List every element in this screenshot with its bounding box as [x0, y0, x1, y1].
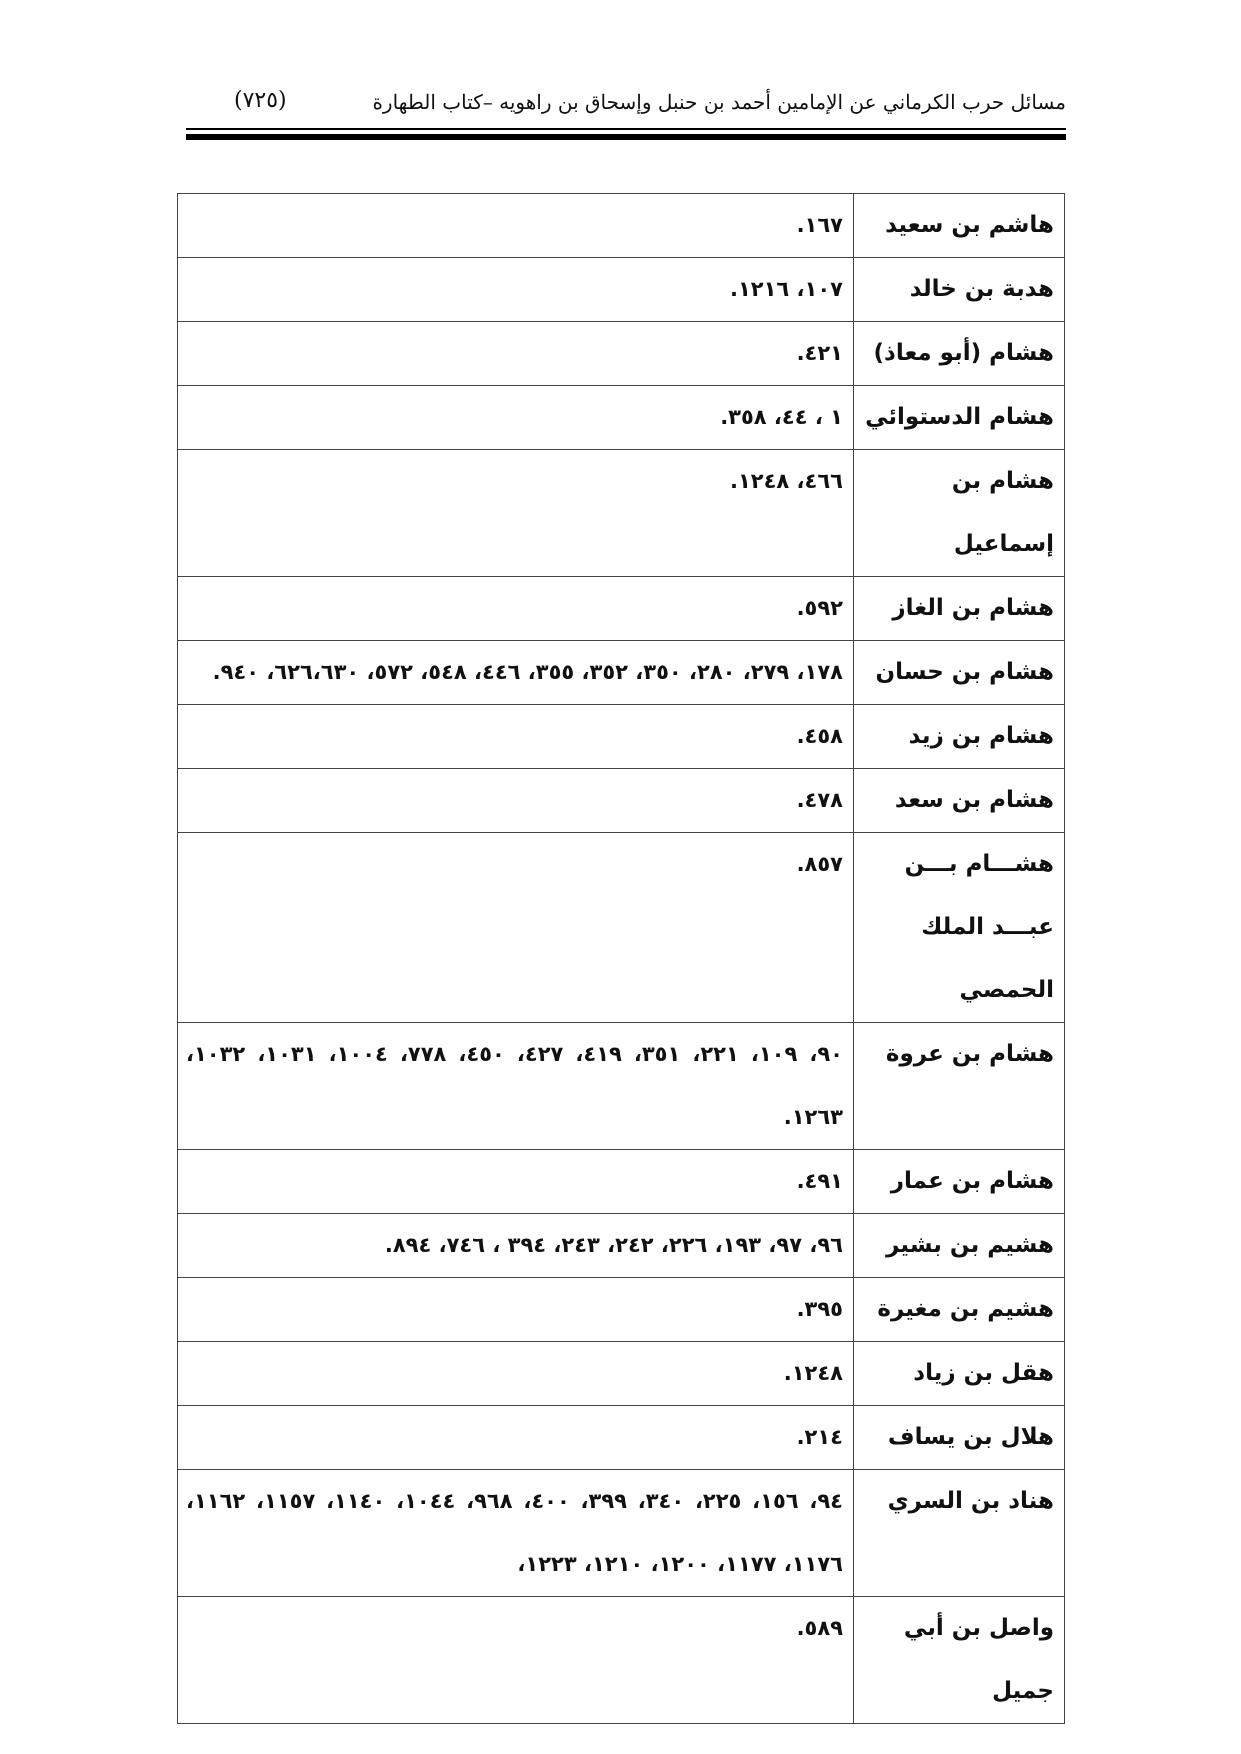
reference-numbers: ٥٩٢. [178, 577, 854, 641]
table-row [178, 386, 1065, 450]
narrator-name: هشام بن زيد [854, 705, 1065, 769]
narrator-name: هشام بن إسماعيل [854, 450, 1065, 577]
narrator-name: هشيم بن مغيرة [854, 1278, 1065, 1342]
table-row [178, 194, 1065, 258]
narrator-name: واصل بن أبي جميل [854, 1597, 1065, 1724]
narrator-name: هقل بن زياد [854, 1342, 1065, 1406]
reference-numbers: ٥٨٩. [178, 1597, 854, 1724]
narrator-name: هناد بن السري [854, 1470, 1065, 1597]
narrator-name: هشام بن الغاز [854, 577, 1065, 641]
page-number: (٧٢٥) [234, 88, 287, 113]
narrator-name: هشام بن عمار [854, 1150, 1065, 1214]
narrator-name: هدبة بن خالد [854, 258, 1065, 322]
running-header [186, 86, 1066, 126]
table-row [178, 1342, 1065, 1406]
reference-numbers: ٤٥٨. [178, 705, 854, 769]
reference-numbers: ٤٦٦، ١٢٤٨. [178, 450, 854, 577]
table-row [178, 1406, 1065, 1470]
reference-numbers: ٢١٤. [178, 1406, 854, 1470]
reference-numbers: ٤٧٨. [178, 769, 854, 833]
table-row [178, 1470, 1065, 1597]
table-row [178, 769, 1065, 833]
narrator-name: هشام بن سعد [854, 769, 1065, 833]
table-row [178, 1150, 1065, 1214]
table-row [178, 322, 1065, 386]
table-row [178, 1278, 1065, 1342]
reference-numbers: ٨٥٧. [178, 833, 854, 1023]
table-row [178, 450, 1065, 577]
narrator-name: هشـــام بـــن عبـــد الملك الحمصي [854, 833, 1065, 1023]
header-rule-thin [186, 128, 1066, 130]
table-row [178, 833, 1065, 1023]
reference-numbers: ١٦٧. [178, 194, 854, 258]
narrator-name: هشام (أبو معاذ) [854, 322, 1065, 386]
reference-numbers: ١٢٤٨. [178, 1342, 854, 1406]
narrator-name: هلال بن يساف [854, 1406, 1065, 1470]
narrator-name: هشام بن عروة [854, 1023, 1065, 1150]
reference-numbers: ٤٩١. [178, 1150, 854, 1214]
reference-numbers: ١٧٨، ٢٧٩، ٢٨٠، ٣٥٠، ٣٥٢، ٣٥٥، ٤٤٦، ٥٤٨، ٥٧٢، ٦٢٦،٦٣٠، ٩٤٠. [178, 641, 854, 705]
reference-numbers: ٩٤، ١٥٦، ٢٢٥، ٣٤٠، ٣٩٩، ٤٠٠، ٩٦٨، ١٠٤٤، ١١٤٠، ١١٥٧، ١١٦٢، ١١٧٦، ١١٧٧، ١٢٠٠، ١٢١٠، ١٢٢٣، [178, 1470, 854, 1597]
reference-numbers: ١ ، ٤٤، ٣٥٨. [178, 386, 854, 450]
table-row [178, 1597, 1065, 1724]
narrator-name: هشيم بن بشير [854, 1214, 1065, 1278]
narrators-index-table [177, 193, 1065, 1724]
table-row [178, 1214, 1065, 1278]
table-row [178, 705, 1065, 769]
narrator-name: هاشم بن سعيد [854, 194, 1065, 258]
book-title: مسائل حرب الكرماني عن الإمامين أحمد بن حنبل وإسحاق بن راهويه –كتاب الطهارة [372, 90, 1066, 114]
table-row [178, 641, 1065, 705]
reference-numbers: ١٠٧، ١٢١٦. [178, 258, 854, 322]
table-row [178, 258, 1065, 322]
table-row [178, 1023, 1065, 1150]
reference-numbers: ٤٢١. [178, 322, 854, 386]
narrator-name: هشام الدستوائي [854, 386, 1065, 450]
narrator-name: هشام بن حسان [854, 641, 1065, 705]
reference-numbers: ٩٠، ١٠٩، ٢٢١، ٣٥١، ٤١٩، ٤٢٧، ٤٥٠، ٧٧٨، ١٠٠٤، ١٠٣١، ١٠٣٢، ١٢٦٣. [178, 1023, 854, 1150]
header-rule-thick [186, 134, 1066, 140]
reference-numbers: ٣٩٥. [178, 1278, 854, 1342]
reference-numbers: ٩٦، ٩٧، ١٩٣، ٢٢٦، ٢٤٢، ٢٤٣، ٣٩٤ ، ٧٤٦، ٨٩٤. [178, 1214, 854, 1278]
table-row [178, 577, 1065, 641]
